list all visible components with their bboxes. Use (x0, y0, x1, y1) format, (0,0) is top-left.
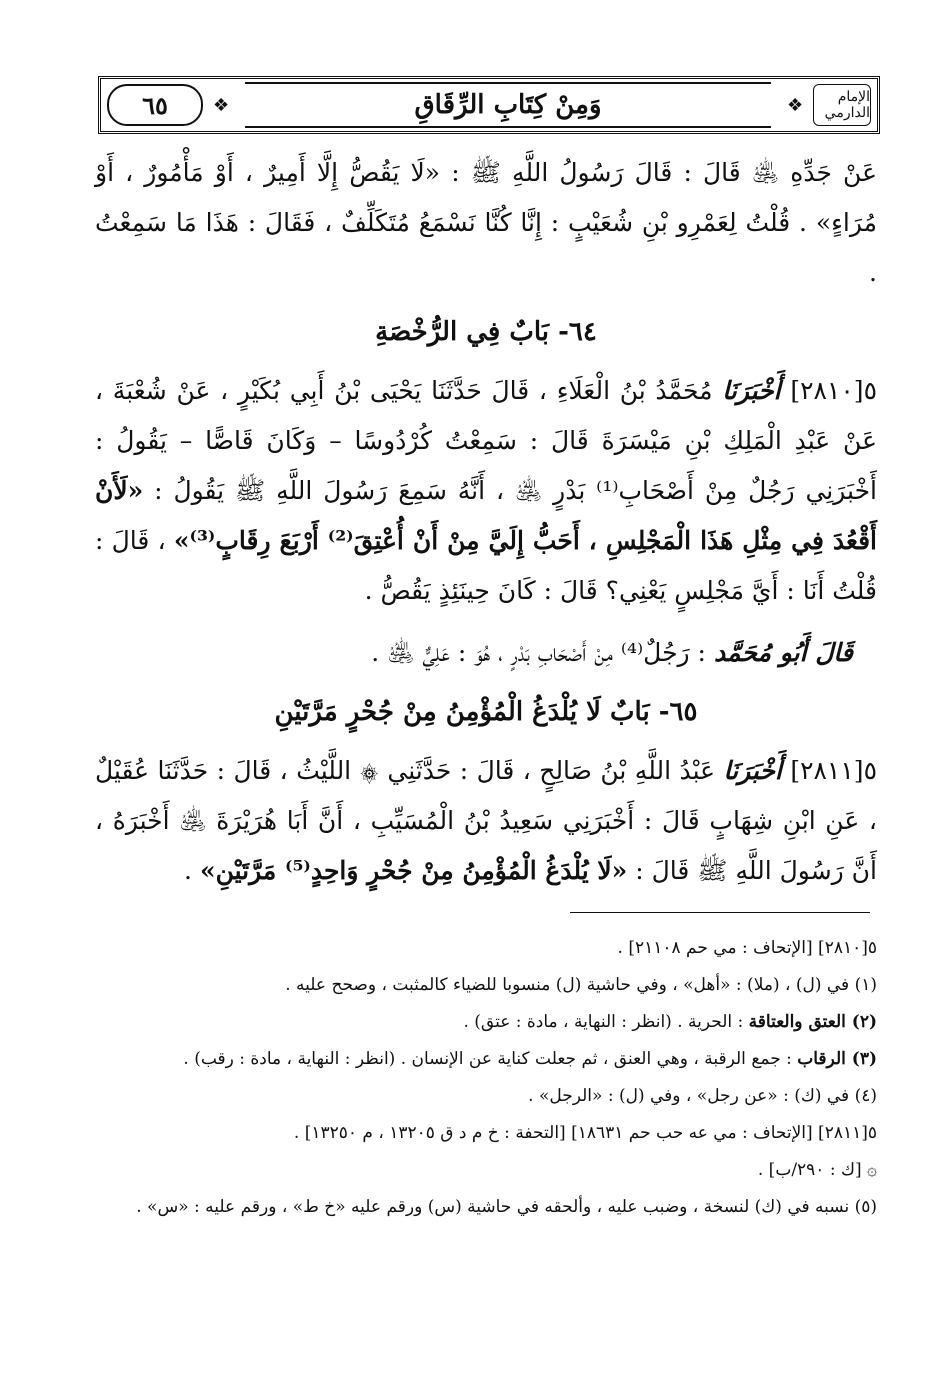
hadith-2811 (95, 746, 877, 896)
abu-muhammad-text: : رَجُلٌ⁽⁴⁾ مِنْ أَصْحَابِ بَدْرٍ ، هُوَ : عَلِيٌّ ﵁ . (371, 638, 706, 667)
main-text (95, 148, 877, 896)
emblem-text: الإمام الدارمي (824, 89, 870, 121)
book-emblem (813, 84, 871, 126)
hadith-ending: ، قَالَ : قُلْتُ أَنَا : أَيَّ مَجْلِسٍ يَعْنِي؟ قَالَ : كَانَ حِينَئِذٍ يَقُصُّ . (95, 526, 877, 605)
akhbarana-word: أَخْبَرَنَا (722, 376, 781, 405)
footnote-3-term: (٣) الرقاب (797, 1049, 877, 1069)
footnotes (95, 930, 877, 1226)
hadith-2810 (95, 366, 877, 616)
chapter-heading-65: ٦٥- بَابٌ لَا يُلْدَغُ الْمُؤْمِنُ مِنْ جُحْرٍ مَرَّتَيْنِ (274, 697, 698, 727)
footnote-divider (570, 912, 870, 913)
ornament-icon: ❖ (786, 94, 804, 116)
hadith-number: ٥[٢٨١١] (790, 756, 877, 785)
akhbarana-word: أَخْبَرَنَا (723, 756, 782, 785)
footnote-manuscript-ref: ۞ [ك : ٢٩٠/ب] . (757, 1160, 877, 1180)
chapter-heading-64: ٦٤- بَابٌ فِي الرُّخْصَةِ (375, 317, 597, 347)
abu-muhammad-label: قَالَ أَبُو مُحَمَّد (713, 638, 853, 667)
page-number: ٦٥ (107, 84, 203, 126)
footnote-2-text: : الحرية . (انظر : النهاية ، مادة : عتق) . (463, 1012, 744, 1032)
footnote-2 (95, 1004, 877, 1041)
footnote-2-term: (٢) العتق والعتاقة (748, 1012, 877, 1032)
footnote-5: (٥) نسبه في (ك) لنسخة ، وضبب عليه ، وألحقه في حاشية (س) ورقم عليه «خ ط» ، ورقم عليه : «س» . (136, 1197, 877, 1217)
footnote-2810: ٥[٢٨١٠] [الإتحاف : مي حم ٢١١٠٨] . (617, 938, 877, 958)
paragraph-continued: عَنْ جَدِّهِ ﵁ قَالَ : قَالَ رَسُولُ اللَّهِ ﷺ : «لَا يَقُصُّ إِلَّا أَمِيرٌ ، أَوْ مَأْمُورٌ ، أَوْ مُرَاءٍ» . قُلْتُ لِعَمْرِو بْنِ شُعَيْبٍ : إِنَّا كُنَّا نَسْمَعُ مُتَكَلِّفٌ ، فَقَالَ : هَذَا مَا سَمِعْتُ . (95, 158, 877, 287)
running-title-frame (245, 82, 771, 128)
hadith-matn: «لَأَنْ أَقْعُدَ فِي مِثْلِ هَذَا الْمَجْلِسِ ، أَحَبُّ إِلَيَّ مِنْ أَنْ أُعْتِقَ⁽²⁾ أَرْبَعَ رِقَابٍ⁽³⁾» (95, 476, 877, 555)
hadith-number: ٥[٢٨١٠] (790, 376, 877, 405)
footnote-4: (٤) في (ك) : «عن رجل» ، وفي (ل) : «الرجل» . (528, 1086, 877, 1106)
footnote-3 (95, 1041, 877, 1078)
hadith-matn: «لَا يُلْدَغُ الْمُؤْمِنُ مِنْ جُحْرٍ وَاحِدٍ⁽⁵⁾ مَرَّتَيْنِ» (199, 856, 628, 885)
page-header (98, 76, 880, 134)
isnad-text: عَبْدُ اللَّهِ بْنُ صَالِحٍ ، قَالَ : حَدَّثَنِي ۞ اللَّيْثُ ، قَالَ : حَدَّثَنَا عُقَيْلٌ ، عَنِ ابْنِ شِهَابٍ قَالَ : أَخْبَرَنِي سَعِيدُ بْنُ الْمُسَيِّبِ ، أَنَّ أَبَا هُرَيْرَةَ ﵁ أَخْبَرَهُ ، أَنَّ رَسُولَ اللَّهِ ﷺ قَالَ : (95, 756, 877, 885)
footnote-2811: ٥[٢٨١١] [الإتحاف : مي عه حب حم ١٨٦٣١] [التحفة : خ م د ق ١٣٢٠٥ ، م ١٣٢٥٠] . (293, 1123, 877, 1143)
ornament-icon: ❖ (212, 94, 230, 116)
footnote-1: (١) في (ل) ، (ملا) : «أهل» ، وفي حاشية (ل) منسوبا للضياء كالمثبت ، وصحح عليه . (285, 975, 877, 995)
running-title: وَمِنْ كِتَابِ الرِّقَاقِ (414, 90, 602, 120)
abu-muhammad-note (95, 628, 877, 678)
footnote-3-text: : جمع الرقبة ، وهي العنق ، ثم جعلت كناية عن الإنسان . (انظر : النهاية ، مادة : رقب) . (183, 1049, 792, 1069)
hadith-ending: . (184, 856, 192, 885)
isnad-text: مُحَمَّدُ بْنُ الْعَلَاءِ ، قَالَ حَدَّثَنَا يَحْيَى بْنُ أَبِي بُكَيْرٍ ، عَنْ شُعْبَةَ ، عَنْ عَبْدِ الْمَلِكِ بْنِ مَيْسَرَةَ قَالَ : سَمِعْتُ كُرْدُوسًا – وَكَانَ قَاصًّا – يَقُولُ : أَخْبَرَنِي رَجُلٌ مِنْ أَصْحَابِ⁽¹⁾ بَدْرٍ ﵁ ، أَنَّهُ سَمِعَ رَسُولَ اللَّهِ ﷺ يَقُولُ : (95, 376, 878, 505)
